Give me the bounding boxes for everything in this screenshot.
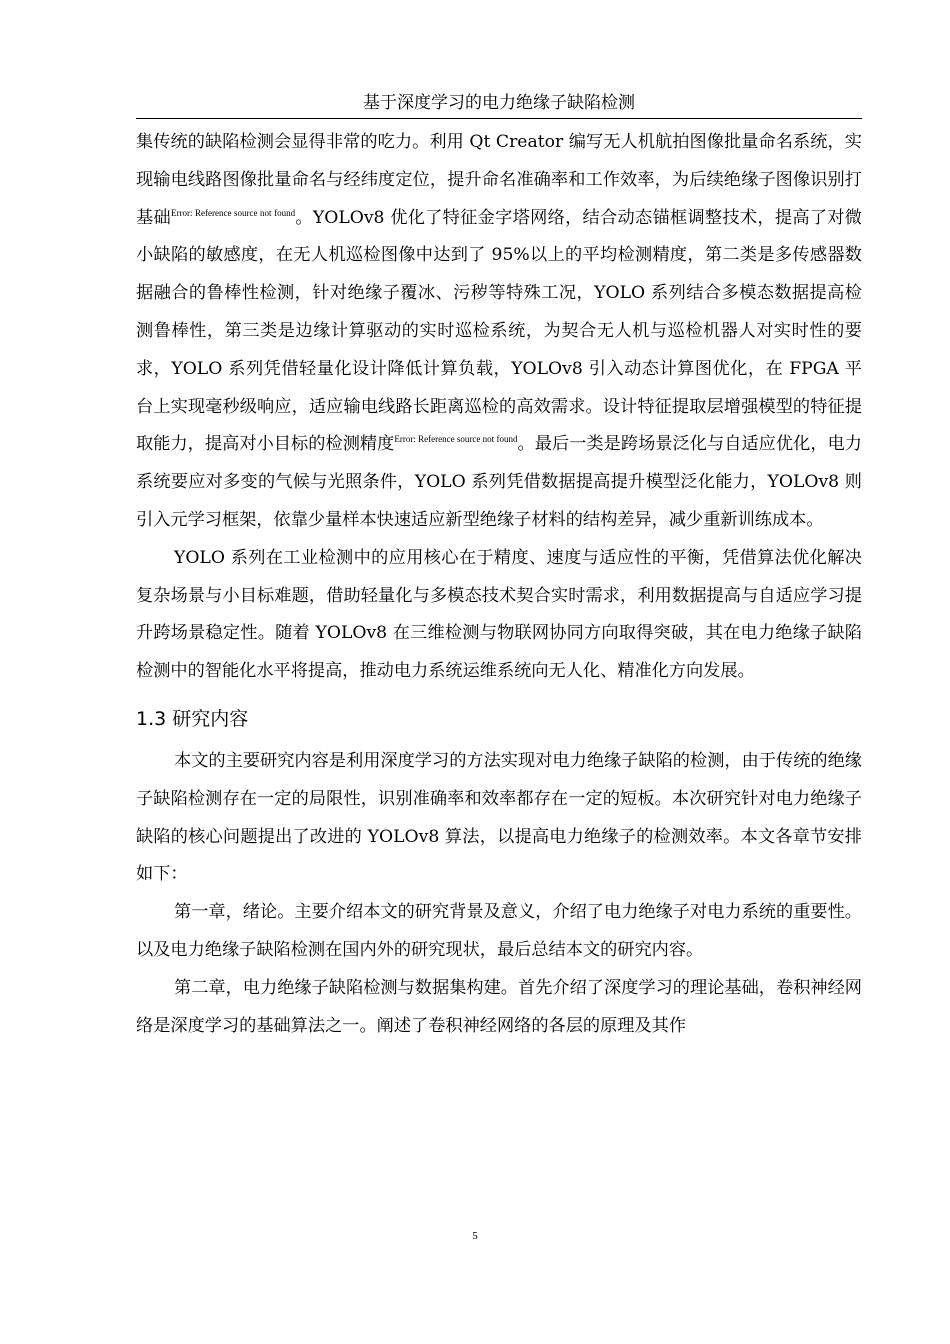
paragraph-research-content: 本文的主要研究内容是利用深度学习的方法实现对电力绝缘子缺陷的检测，由于传统的绝缘子缺陷检测存在一定的局限性，识别准确率和效率都存在一定的短板。本次研究针对电力绝缘子缺陷的核心问题提出了改进的 YOLOv8 算法，以提高电力绝缘子的检测效率。本文各章节安排如下： <box>136 750 862 885</box>
text-segment: 。最后一类是跨场景泛化与自适应优化，电力系统要应对多变的气候与光照条件，YOLO 系列凭借数据提高提升模型泛化能力，YOLOv8 则引入元学习框架，依靠少量样本快速适应新型绝缘子材料的结构差异，减少重新训练成本。 <box>136 434 862 530</box>
body-text <box>136 124 862 1045</box>
running-header: 基于深度学习的电力绝缘子缺陷检测 <box>136 88 862 119</box>
section-heading: 1.3 研究内容 <box>136 707 249 730</box>
reference-error-note: Error: Reference source not found <box>170 207 296 218</box>
page-number: 5 <box>472 1230 478 1242</box>
paragraph-chapter-two: 第二章，电力绝缘子缺陷检测与数据集构建。首先介绍了深度学习的理论基础，卷积神经网络是深度学习的基础算法之一。阐述了卷积神经网络的各层的原理及其作 <box>136 977 862 1036</box>
paragraph-chapter-one: 第一章，绪论。主要介绍本文的研究背景及意义，介绍了电力绝缘子对电力系统的重要性。以及电力绝缘子缺陷检测在国内外的研究现状，最后总结本文的研究内容。 <box>136 902 862 960</box>
paragraph-continuation <box>136 124 862 540</box>
paragraph-yolo-summary: YOLO 系列在工业检测中的应用核心在于精度、速度与适应性的平衡，凭借算法优化解决复杂场景与小目标难题，借助轻量化与多模态技术契合实时需求，利用数据提高与自适应学习提升跨场景稳定性。随着 YOLOv8 在三维检测与物联网协同方向取得突破，其在电力绝缘子缺陷检测中的智能化水平将提高，推动电力系统运维系统向无人化、精准化方向发展。 <box>136 547 862 682</box>
reference-error-note: Error: Reference source not found <box>394 434 518 445</box>
text-segment: 。YOLOv8 优化了特征金字塔网络，结合动态锚框调整技术，提高了对微小缺陷的敏感度，在无人机巡检图像中达到了 95%以上的平均检测精度，第二类是多传感器数据融合的鲁棒性检测，针对绝缘子覆冰、污秽等特殊工况，YOLO 系列结合多模态数据提高检测鲁棒性，第三类是边缘计算驱动的实时巡检系统，为契合无人机与巡检机器人对实时性的要求，YOLO 系列凭借轻量化设计降低计算负载，YOLOv8 引入动态计算图优化，在 FPGA 平台上实现毫秒级响应，适应输电线路长距离巡检的高效需求。设计特征提取层增强模型的特征提取能力，提高对小目标的检测精度 <box>136 207 862 455</box>
text-segment: 集传统的缺陷检测会显得非常的吃力。利用 Qt Creator 编写无人机航拍图像批量命名系统，实现输电线路图像批量命名与经纬度定位，提升命名准确率和工作效率，为后续绝缘子图像识别打基础 <box>136 132 862 228</box>
